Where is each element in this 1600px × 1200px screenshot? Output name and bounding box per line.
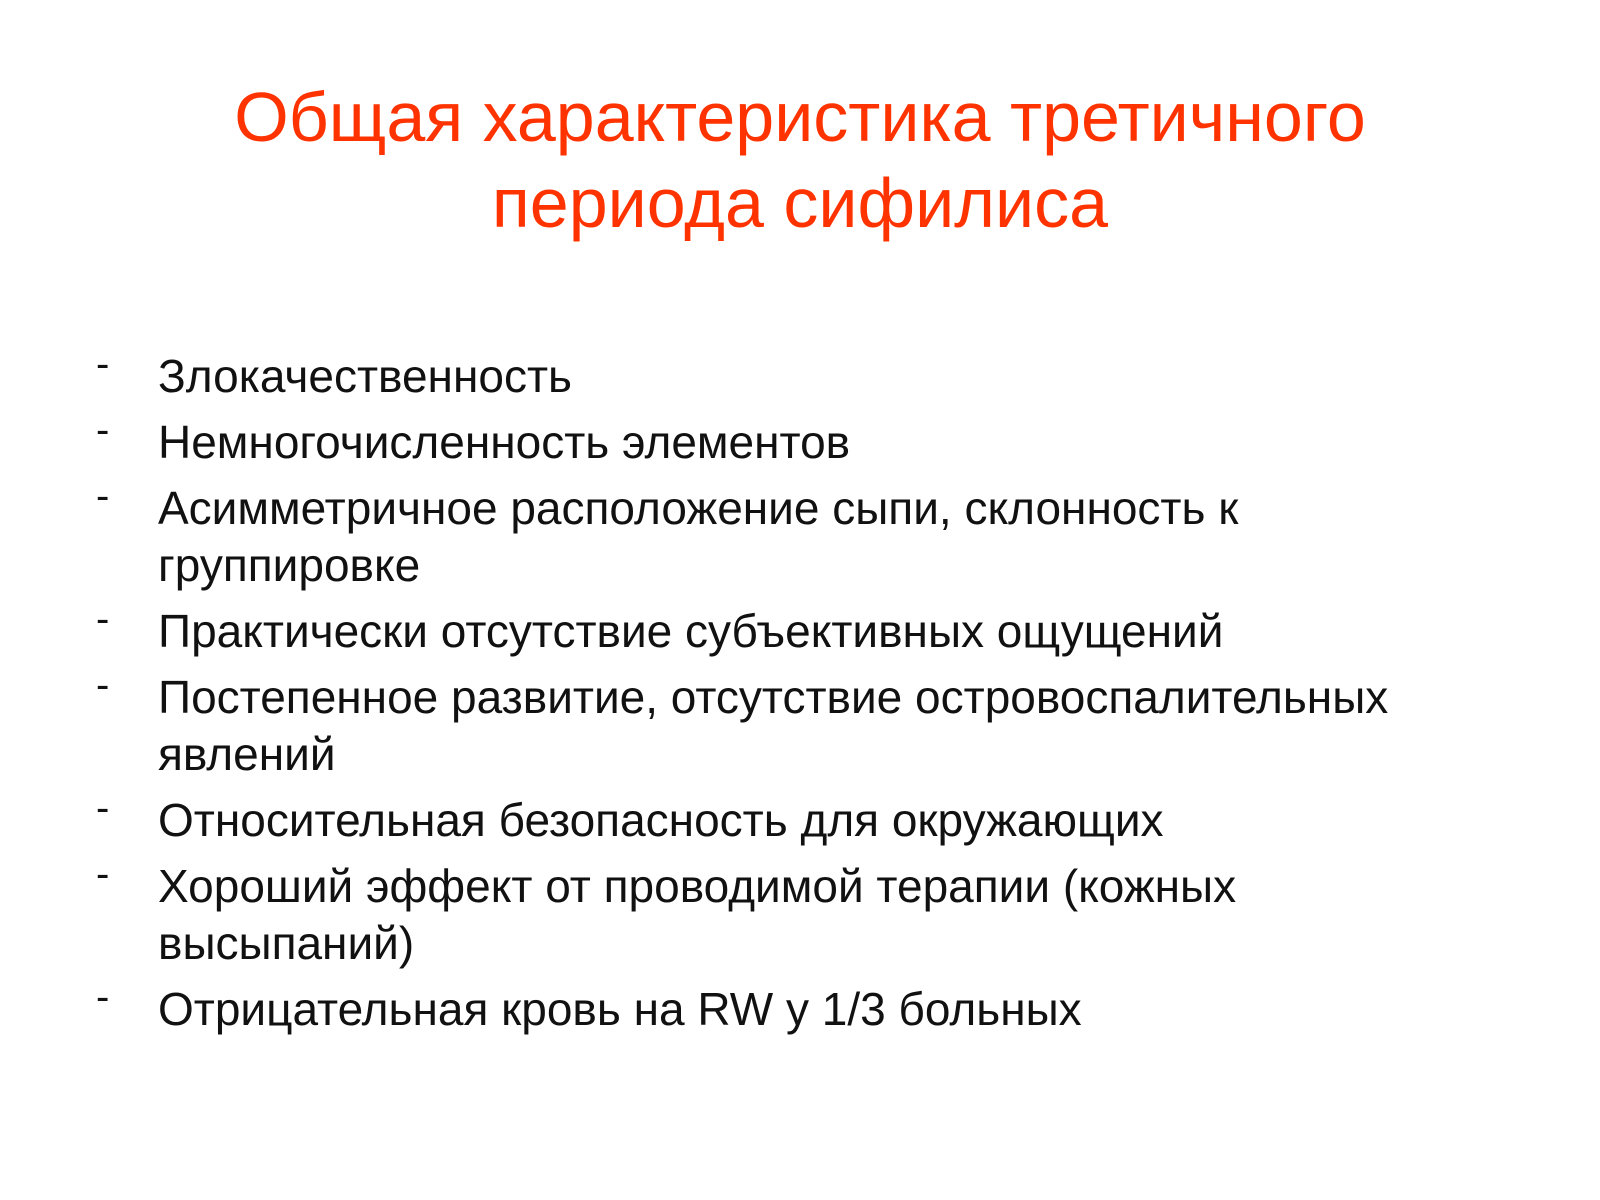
dash-bullet-icon: -: [96, 975, 110, 1019]
dash-bullet-icon: -: [96, 786, 110, 830]
slide-title-line-1: Общая характеристика третичного: [234, 78, 1366, 156]
dash-bullet-icon: -: [96, 474, 110, 518]
dash-bullet-icon: -: [96, 408, 110, 452]
list-item-text: Постепенное развитие, отсутствие островоспалительных явлений: [158, 671, 1389, 780]
list-item-text: Асимметричное расположение сыпи, склонность к группировке: [158, 482, 1239, 591]
list-item-text: Хороший эффект от проводимой терапии (кожных высыпаний): [158, 860, 1237, 969]
dash-bullet-icon: -: [96, 342, 110, 386]
slide-title: [100, 74, 1500, 246]
list-item: [96, 342, 1496, 405]
slide-title-line-2: периода сифилиса: [491, 164, 1109, 242]
list-item: [96, 975, 1496, 1038]
dash-bullet-icon: -: [96, 852, 110, 896]
bullet-list: [96, 342, 1496, 1047]
list-item: [96, 663, 1496, 783]
dash-bullet-icon: -: [96, 597, 110, 641]
list-item: [96, 408, 1496, 471]
list-item: [96, 597, 1496, 660]
dash-bullet-icon: -: [96, 663, 110, 707]
list-item: [96, 852, 1496, 972]
list-item-text: Отрицательная кровь на RW у 1/3 больных: [158, 983, 1082, 1035]
list-item-text: Злокачественность: [158, 350, 572, 402]
list-item: [96, 786, 1496, 849]
list-item-text: Относительная безопасность для окружающих: [158, 794, 1164, 846]
list-item-text: Практически отсутствие субъективных ощущений: [158, 605, 1224, 657]
list-item-text: Немногочисленность элементов: [158, 416, 851, 468]
list-item: [96, 474, 1496, 594]
